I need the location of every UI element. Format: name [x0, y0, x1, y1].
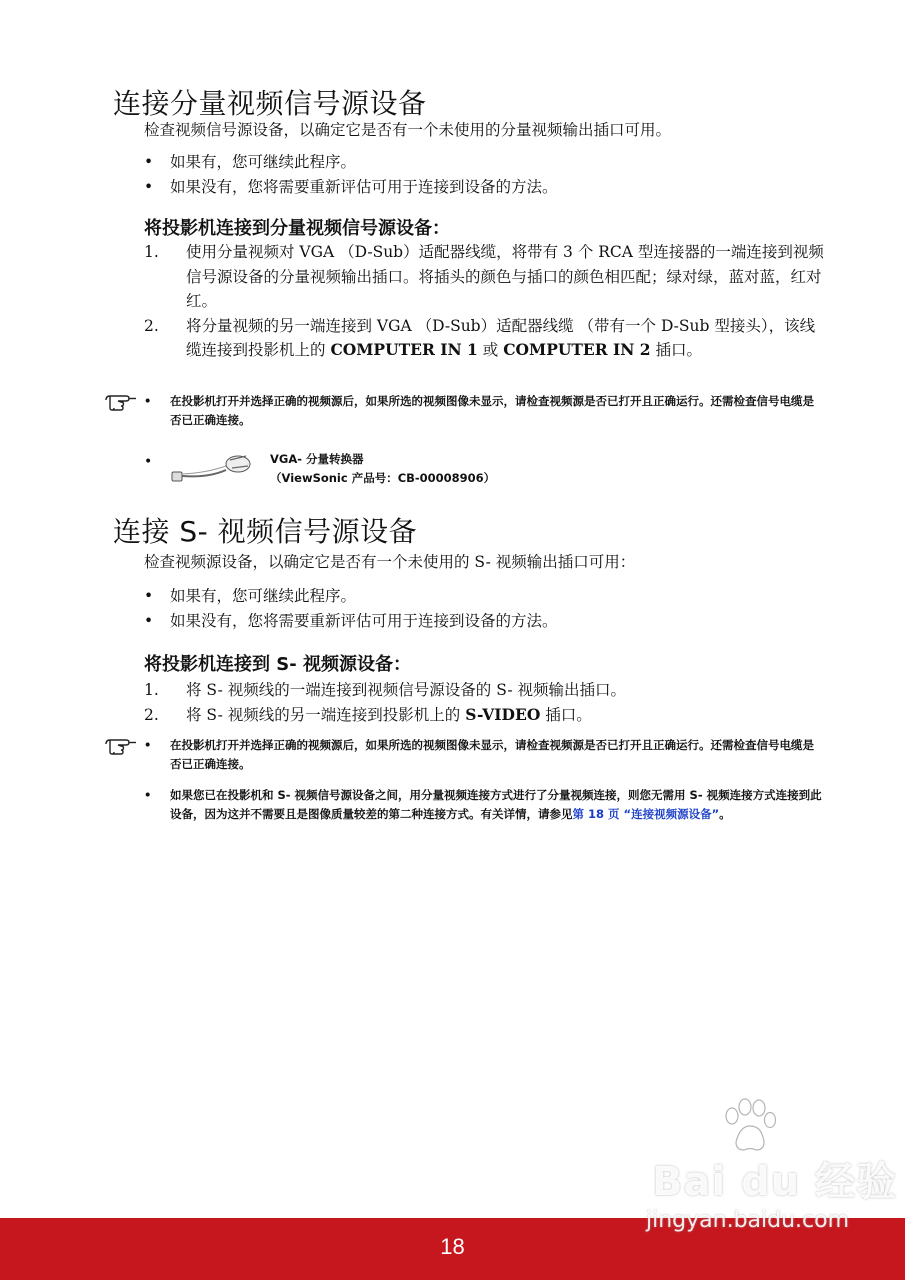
- paw-logo-icon: [718, 1098, 778, 1154]
- note-block: [104, 392, 824, 430]
- step-list: [144, 240, 824, 363]
- pointing-hand-icon: [104, 736, 138, 756]
- page-number: 18: [440, 1234, 465, 1259]
- baidu-watermark: [636, 1146, 905, 1266]
- watermark-url: jingyan.baidu.com: [646, 1208, 850, 1233]
- step-text: 将 S- 视频线的一端连接到视频信号源设备的 S- 视频输出插口。: [186, 681, 627, 699]
- section-title-component: 连接分量视频信号源设备: [113, 87, 427, 120]
- step-number: 2.: [144, 705, 159, 724]
- list-item: [144, 240, 824, 314]
- subheading: 将投影机连接到 S- 视频源设备：: [144, 654, 411, 675]
- bullet-list: [144, 150, 558, 199]
- bullet-dot-icon: •: [144, 454, 153, 470]
- cable-item: [144, 452, 644, 492]
- step-list: [144, 678, 824, 727]
- port-name: COMPUTER IN 1: [330, 340, 478, 359]
- watermark-brand: Bai du 经验: [652, 1159, 898, 1205]
- cable-caption-title: VGA- 分量转换器: [270, 452, 364, 466]
- section-intro: 检查视频信号源设备，以确定它是否有一个未使用的分量视频输出插口可用。: [144, 121, 672, 139]
- note-text-end: 。: [719, 807, 731, 821]
- list-item: • 如果有，您可继续此程序。: [144, 150, 558, 175]
- step-number: 1.: [144, 681, 159, 699]
- cable-caption-part-number: （ViewSonic 产品号：CB-00008906）: [270, 471, 496, 485]
- note-text: • 在投影机打开并选择正确的视频源后，如果所选的视频图像未显示，请检查视频源是否已打开且正确运行。还需检查信号电缆是否已正确连接。: [144, 392, 824, 430]
- pointing-hand-icon: [104, 392, 138, 412]
- note-text-main: 如果您已在投影机和 S- 视频信号源设备之间，用分量视频连接方式进行了分量视频连接，则您无需用 S- 视频连接方式连接到此设备，因为这并不需要且是图像质量较差的第二种连接方式。有关详情，请参见: [170, 788, 822, 821]
- step-number: 1.: [144, 243, 159, 261]
- step-text: 将分量视频的另一端连接到 VGA （D-Sub）适配器线缆 （带有一个 D-Sub 型接头），该线缆连接到投影机上的: [186, 316, 816, 359]
- list-item: • 如果有，您可继续此程序。: [144, 584, 558, 609]
- section-title-svideo: 连接 S- 视频信号源设备: [113, 515, 418, 548]
- list-item: [144, 678, 824, 703]
- note-block: [104, 736, 824, 824]
- step-text: 使用分量视频对 VGA （D-Sub）适配器线缆，将带有 3 个 RCA 型连接器的一端连接到视频信号源设备的分量视频输出插口。将插头的颜色与插口的颜色相匹配；绿对绿，蓝对蓝，红对红。: [186, 243, 824, 310]
- vga-component-cable-icon: [168, 452, 258, 488]
- cross-reference-link[interactable]: 第 18 页 “连接视频源设备”: [572, 807, 720, 821]
- section-intro: 检查视频源设备，以确定它是否有一个未使用的 S- 视频输出插口可用：: [144, 553, 636, 571]
- bullet-list: [144, 584, 558, 633]
- list-item: • 如果没有，您将需要重新评估可用于连接到设备的方法。: [144, 609, 558, 634]
- port-name: S-VIDEO: [465, 704, 541, 724]
- cable-caption: [270, 450, 495, 488]
- step-text: 插口。: [540, 705, 592, 724]
- subheading: 将投影机连接到分量视频信号源设备：: [144, 218, 450, 239]
- step-text: 将 S- 视频线的另一端连接到投影机上的: [186, 705, 466, 724]
- step-text: 插口。: [650, 341, 703, 359]
- list-item: [144, 703, 824, 728]
- note-text: • 在投影机打开并选择正确的视频源后，如果所选的视频图像未显示，请检查视频源是否已打开且正确运行。还需检查信号电缆是否已正确连接。: [144, 736, 824, 774]
- port-name: COMPUTER IN 2: [503, 340, 651, 359]
- list-item: • 如果没有，您将需要重新评估可用于连接到设备的方法。: [144, 175, 558, 200]
- list-item: [144, 314, 824, 363]
- step-text: 或: [477, 341, 504, 359]
- note-text: [144, 786, 824, 824]
- step-number: 2.: [144, 316, 159, 335]
